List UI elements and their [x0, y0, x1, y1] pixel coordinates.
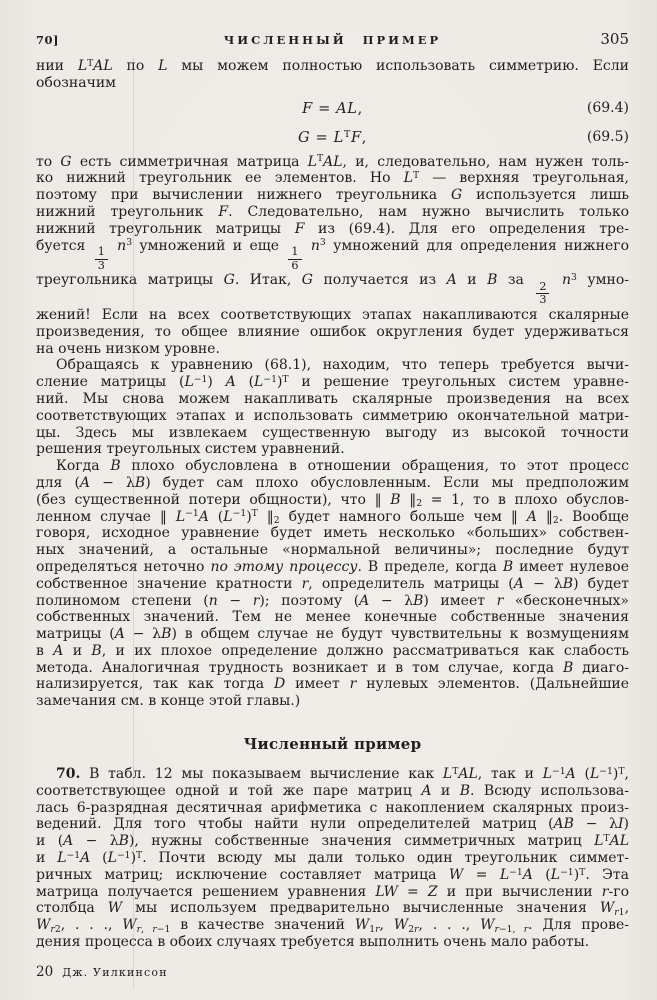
- text-line: для (A − λB) будет сам плохо обусловленным. Если мы предположим: [36, 474, 629, 491]
- text-line: произведения, то общее влияние ошибок округления будет удерживаться: [36, 323, 629, 340]
- text-line: жений! Если на всех соответствующих этапах накапливаются скалярные: [36, 306, 629, 323]
- text-line: цы. Здесь мы извлекаем существенную выгоду из высокой точности: [36, 424, 629, 441]
- text-line: ведений. Для того чтобы найти нули определителей матриц (AB − λI): [36, 816, 629, 833]
- text-line: метода. Аналогичная трудность возникает и в том случае, когда B диаго-: [36, 659, 630, 676]
- text-line: решения треугольных систем уравнений.: [36, 441, 345, 458]
- text-line: ко нижний треугольник ее элементов. Но $L^T$ — верхняя треугольная,: [36, 170, 630, 187]
- text-line: собственных значений. Тем не менее конечные собственные значения: [36, 609, 629, 626]
- text-line: сление матрицы $(L^{-1})$ A $(L^{-1})^T$ и решение треугольных систем уравне-: [36, 373, 629, 391]
- text-line: лась 6-разрядная десятичная арифметика с накоплением скалярных произ-: [36, 799, 629, 816]
- author-name: Дж. Уилкинсон: [62, 965, 168, 979]
- text-line: соответствующих этапах и использовать симметрию окончательной матри-: [36, 407, 629, 424]
- text-line: поэтому при вычислении нижнего треугольника G используется лишь: [36, 187, 629, 204]
- text-line: полиномом степени (n − r); поэтому (A − λB) имеет r «бесконечных»: [36, 592, 629, 609]
- text-line: ленном случае ‖ $L^{-1}A$ $(L^{-1})^T$ $‖_2$ будет намного больше чем ‖ A $‖_2$. Вообще: [36, 508, 630, 527]
- paragraph: [36, 154, 629, 358]
- text-line: то G есть симметричная матрица $L^TAL$, и, следовательно, нам нужен толь-: [36, 153, 629, 170]
- text-line: нижний треугольник F. Следовательно, нам нужно вычислить только: [36, 203, 629, 220]
- text-line: определяться неточно по этому процессу. В пределе, когда B имеет нулевое: [36, 558, 629, 575]
- equation-formula: $G = L^TF$,: [298, 128, 367, 146]
- paragraph: [36, 58, 629, 92]
- text-line: нализируется, так как тогда D имеет r нулевых элементов. (Дальнейшие: [36, 676, 630, 693]
- text-line: треугольника матрицы G. Итак, G получается из A и B за $\frac{2}{3}$ $n^3$ умно-: [36, 272, 629, 307]
- text-line: столбца W мы используем предварительно вычисленные значения $W_{r1}$,: [36, 900, 630, 919]
- equation-row: [36, 96, 629, 121]
- text-line: Когда B плохо обусловлена в отношении обращения, то этот процесс: [56, 458, 629, 475]
- text-line: нии $L^TAL$ по L мы можем полностью использовать симметрию. Если: [36, 57, 629, 74]
- running-title: ЧИСЛЕННЫЙ ПРИМЕР: [223, 33, 442, 47]
- text-line: замечания см. в конце этой главы.): [36, 693, 301, 710]
- section-marker: 70]: [36, 33, 59, 47]
- text-line: (без существенной потери общности), что ‖ B $‖_2 = 1$, то в плохо обуслов-: [36, 491, 629, 510]
- text-line: на очень низком уровне.: [36, 340, 220, 357]
- text-line: ных значений, а остальные «нормальной величины»; последние будут: [36, 542, 629, 559]
- page-footer: [36, 964, 629, 980]
- text-line: матрица получается решением уравнения LW = Z и при вычислении r-го: [36, 883, 629, 900]
- text-line: собственное значение кратности r, определитель матрицы (A − λB) будет: [36, 575, 629, 592]
- page-body: [36, 58, 629, 951]
- text-line: буется $\frac{1}{3}$ $n^3$ умножений и еще $\frac{1}{6}$ $n^3$ умножений для определения нижнего: [36, 237, 630, 272]
- section-heading: Численный пример: [243, 735, 422, 754]
- text-line: $W_{r2}$, . . ., $W_{r, r-1}$ в качестве значений $W_{1r}$, $W_{2r}$, . . ., $W_{r-1, r}$. Для прове-: [36, 917, 630, 936]
- text-line: нижний треугольник матрицы F из (69.4). Для его определения тре-: [36, 220, 629, 237]
- text-line: говоря, исходное уравнение будет иметь несколько «больших» собствен-: [36, 525, 629, 542]
- text-line: и $L^{-1}A$ $(L^{-1})^T$. Почти всюду мы дали только один треугольник симмет-: [36, 849, 629, 867]
- text-line: ричных матриц; исключение составляет матрица $W = L^{-1}A$ $(L^{-1})^T$. Эта: [36, 866, 629, 883]
- text-line: ний. Мы снова можем накапливать скалярные произведения на всех: [36, 390, 629, 407]
- paragraph: [36, 766, 629, 951]
- equation-formula: F = AL,: [302, 99, 363, 117]
- text-line: соответствующее одной и той же паре матриц A и B. Всюду использова-: [36, 782, 629, 799]
- text-line: в A и B, и их плохое определение должно рассматриваться как слабость: [36, 642, 629, 659]
- text-line: обозначим: [36, 74, 117, 91]
- text-line: и (A − λB), нужны собственные значения симметричных матриц $L^TAL$: [36, 833, 629, 850]
- signature-number: 20: [36, 963, 54, 980]
- text-line: дения процесса в обоих случаях требуется выполнить очень мало работы.: [36, 934, 590, 951]
- text-line: матрицы (A − λB) в общем случае не будут чувствительны к возмущениям: [36, 626, 629, 643]
- equation-number: (69.4): [586, 99, 629, 116]
- running-header: [36, 30, 629, 48]
- text-line: 70. В табл. 12 мы показываем вычисление как $L^TAL$, так и $L^{-1}A$ $(L^{-1})^T$,: [56, 765, 629, 783]
- page-number: 305: [600, 30, 629, 48]
- paragraph: [36, 458, 629, 710]
- equation-row: [36, 125, 629, 150]
- equation-number: (69.5): [586, 128, 629, 145]
- text-line: Обращаясь к уравнению (68.1), находим, что теперь требуется вычи-: [56, 357, 629, 374]
- paragraph: [36, 357, 629, 458]
